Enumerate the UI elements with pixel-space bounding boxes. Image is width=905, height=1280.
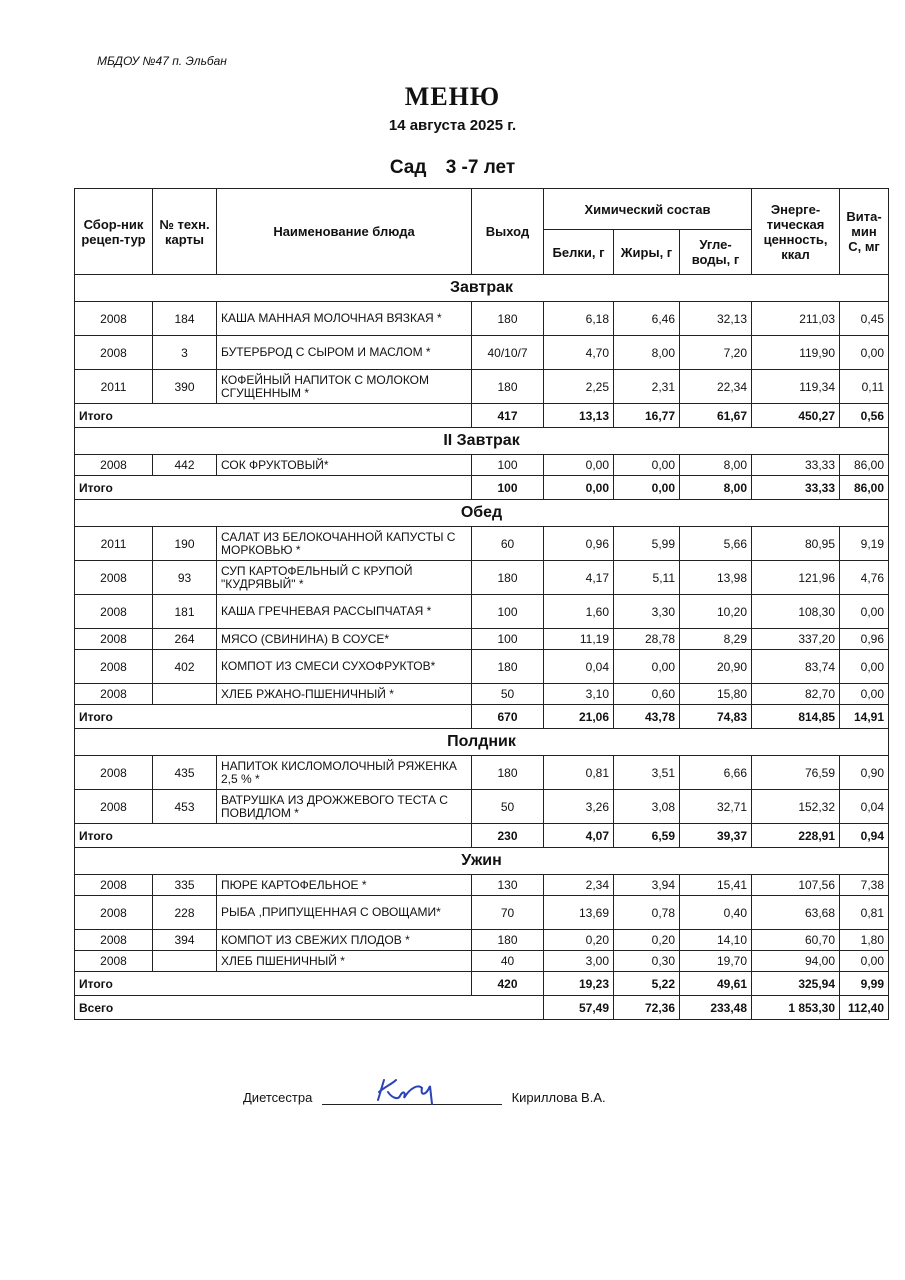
vitamin-value: 0,81 <box>840 896 889 930</box>
signature-block <box>243 1088 606 1105</box>
energy-value: 76,59 <box>752 756 840 790</box>
recipe-collection: 2008 <box>75 684 153 705</box>
table-row <box>75 595 889 629</box>
tech-card-number: 190 <box>153 527 217 561</box>
col-energy-header: Энерге-тическая ценность, ккал <box>752 189 840 275</box>
energy-value: 108,30 <box>752 595 840 629</box>
dish-output: 70 <box>472 896 544 930</box>
col-protein-header: Белки, г <box>544 230 614 275</box>
vitamin-value: 0,11 <box>840 370 889 404</box>
protein-value: 13,69 <box>544 896 614 930</box>
total-carbs: 49,61 <box>680 972 752 996</box>
energy-value: 82,70 <box>752 684 840 705</box>
total-label: Итого <box>75 476 472 500</box>
carbs-value: 15,41 <box>680 875 752 896</box>
total-fat: 6,59 <box>614 824 680 848</box>
protein-value: 2,25 <box>544 370 614 404</box>
age-group-range: 3 -7 лет <box>445 157 516 178</box>
section-title: Полдник <box>75 729 889 756</box>
energy-value: 121,96 <box>752 561 840 595</box>
dish-output: 180 <box>472 756 544 790</box>
total-protein: 13,13 <box>544 404 614 428</box>
table-row <box>75 790 889 824</box>
total-fat: 16,77 <box>614 404 680 428</box>
vitamin-value: 0,00 <box>840 951 889 972</box>
total-fat: 43,78 <box>614 705 680 729</box>
grand-total-fat: 72,36 <box>614 996 680 1020</box>
total-carbs: 61,67 <box>680 404 752 428</box>
total-fat: 0,00 <box>614 476 680 500</box>
energy-value: 211,03 <box>752 302 840 336</box>
carbs-value: 6,66 <box>680 756 752 790</box>
dish-name: КОФЕЙНЫЙ НАПИТОК С МОЛОКОМ СГУЩЕННЫМ * <box>217 370 472 404</box>
total-vitamin: 9,99 <box>840 972 889 996</box>
energy-value: 80,95 <box>752 527 840 561</box>
fat-value: 0,30 <box>614 951 680 972</box>
table-row <box>75 650 889 684</box>
tech-card-number: 394 <box>153 930 217 951</box>
dish-name: ХЛЕБ ПШЕНИЧНЫЙ * <box>217 951 472 972</box>
energy-value: 107,56 <box>752 875 840 896</box>
fat-value: 28,78 <box>614 629 680 650</box>
total-energy: 814,85 <box>752 705 840 729</box>
col-dish-header: Наименование блюда <box>217 189 472 275</box>
tech-card-number: 93 <box>153 561 217 595</box>
energy-value: 83,74 <box>752 650 840 684</box>
col-output-header: Выход <box>472 189 544 275</box>
dish-output: 40 <box>472 951 544 972</box>
protein-value: 6,18 <box>544 302 614 336</box>
recipe-collection: 2008 <box>75 896 153 930</box>
dish-output: 180 <box>472 370 544 404</box>
section-total-row <box>75 972 889 996</box>
dish-name: СОК ФРУКТОВЫЙ* <box>217 455 472 476</box>
recipe-collection: 2008 <box>75 629 153 650</box>
total-label: Итого <box>75 404 472 428</box>
protein-value: 1,60 <box>544 595 614 629</box>
fat-value: 5,11 <box>614 561 680 595</box>
protein-value: 0,81 <box>544 756 614 790</box>
tech-card-number: 390 <box>153 370 217 404</box>
tech-card-number: 181 <box>153 595 217 629</box>
section-title: Обед <box>75 500 889 527</box>
protein-value: 0,20 <box>544 930 614 951</box>
table-row <box>75 302 889 336</box>
tech-card-number: 453 <box>153 790 217 824</box>
dish-name: СУП КАРТОФЕЛЬНЫЙ С КРУПОЙ "КУДРЯВЫЙ" * <box>217 561 472 595</box>
fat-value: 3,94 <box>614 875 680 896</box>
recipe-collection: 2008 <box>75 650 153 684</box>
carbs-value: 5,66 <box>680 527 752 561</box>
vitamin-value: 1,80 <box>840 930 889 951</box>
fat-value: 0,78 <box>614 896 680 930</box>
menu-body <box>75 275 889 1020</box>
energy-value: 152,32 <box>752 790 840 824</box>
dish-output: 40/10/7 <box>472 336 544 370</box>
carbs-value: 32,71 <box>680 790 752 824</box>
vitamin-value: 0,04 <box>840 790 889 824</box>
energy-value: 119,90 <box>752 336 840 370</box>
vitamin-value: 0,90 <box>840 756 889 790</box>
energy-value: 94,00 <box>752 951 840 972</box>
protein-value: 4,17 <box>544 561 614 595</box>
energy-value: 337,20 <box>752 629 840 650</box>
total-vitamin: 0,94 <box>840 824 889 848</box>
total-energy: 450,27 <box>752 404 840 428</box>
protein-value: 3,10 <box>544 684 614 705</box>
section-title: Ужин <box>75 848 889 875</box>
recipe-collection: 2008 <box>75 930 153 951</box>
protein-value: 0,96 <box>544 527 614 561</box>
dish-output: 180 <box>472 561 544 595</box>
vitamin-value: 0,00 <box>840 650 889 684</box>
recipe-collection: 2011 <box>75 527 153 561</box>
grand-total-row <box>75 996 889 1020</box>
col-carbs-header: Угле-воды, г <box>680 230 752 275</box>
total-fat: 5,22 <box>614 972 680 996</box>
table-row <box>75 455 889 476</box>
handwritten-signature <box>370 1074 450 1106</box>
total-output: 670 <box>472 705 544 729</box>
total-output: 100 <box>472 476 544 500</box>
tech-card-number <box>153 951 217 972</box>
total-output: 420 <box>472 972 544 996</box>
total-protein: 19,23 <box>544 972 614 996</box>
dish-name: ВАТРУШКА ИЗ ДРОЖЖЕВОГО ТЕСТА С ПОВИДЛОМ * <box>217 790 472 824</box>
recipe-collection: 2011 <box>75 370 153 404</box>
total-energy: 228,91 <box>752 824 840 848</box>
fat-value: 5,99 <box>614 527 680 561</box>
recipe-collection: 2008 <box>75 875 153 896</box>
carbs-value: 0,40 <box>680 896 752 930</box>
signature-line <box>322 1088 502 1105</box>
section-total-row <box>75 824 889 848</box>
col-vitamin-header: Вита-мин С, мг <box>840 189 889 275</box>
vitamin-value: 0,96 <box>840 629 889 650</box>
protein-value: 11,19 <box>544 629 614 650</box>
dish-output: 100 <box>472 455 544 476</box>
vitamin-value: 0,45 <box>840 302 889 336</box>
recipe-collection: 2008 <box>75 336 153 370</box>
total-protein: 4,07 <box>544 824 614 848</box>
grand-total-carbs: 233,48 <box>680 996 752 1020</box>
carbs-value: 15,80 <box>680 684 752 705</box>
tech-card-number: 402 <box>153 650 217 684</box>
recipe-collection: 2008 <box>75 756 153 790</box>
dish-output: 60 <box>472 527 544 561</box>
fat-value: 0,20 <box>614 930 680 951</box>
dish-name: ХЛЕБ РЖАНО-ПШЕНИЧНЫЙ * <box>217 684 472 705</box>
fat-value: 3,08 <box>614 790 680 824</box>
fat-value: 2,31 <box>614 370 680 404</box>
dish-name: САЛАТ ИЗ БЕЛОКОЧАННОЙ КАПУСТЫ С МОРКОВЬЮ * <box>217 527 472 561</box>
vitamin-value: 9,19 <box>840 527 889 561</box>
total-label: Итого <box>75 705 472 729</box>
page-title: МЕНЮ <box>404 82 501 111</box>
carbs-value: 7,20 <box>680 336 752 370</box>
section-title: Завтрак <box>75 275 889 302</box>
col-chem-header: Химический состав <box>544 189 752 230</box>
dish-name: КОМПОТ ИЗ СМЕСИ СУХОФРУКТОВ* <box>217 650 472 684</box>
age-group-label: Сад <box>389 157 427 178</box>
section-total-row <box>75 705 889 729</box>
section-row <box>75 729 889 756</box>
signature-role: Диетсестра <box>243 1090 313 1105</box>
carbs-value: 22,34 <box>680 370 752 404</box>
section-total-row <box>75 476 889 500</box>
total-carbs: 8,00 <box>680 476 752 500</box>
tech-card-number <box>153 684 217 705</box>
carbs-value: 8,29 <box>680 629 752 650</box>
table-row <box>75 370 889 404</box>
fat-value: 3,51 <box>614 756 680 790</box>
vitamin-value: 86,00 <box>840 455 889 476</box>
age-group <box>0 157 905 179</box>
total-energy: 33,33 <box>752 476 840 500</box>
recipe-collection: 2008 <box>75 790 153 824</box>
protein-value: 0,00 <box>544 455 614 476</box>
total-output: 230 <box>472 824 544 848</box>
dish-output: 180 <box>472 302 544 336</box>
energy-value: 60,70 <box>752 930 840 951</box>
carbs-value: 8,00 <box>680 455 752 476</box>
tech-card-number: 184 <box>153 302 217 336</box>
dish-output: 100 <box>472 629 544 650</box>
protein-value: 2,34 <box>544 875 614 896</box>
table-row <box>75 896 889 930</box>
energy-value: 33,33 <box>752 455 840 476</box>
recipe-collection: 2008 <box>75 561 153 595</box>
vitamin-value: 0,00 <box>840 336 889 370</box>
recipe-collection: 2008 <box>75 302 153 336</box>
total-label: Итого <box>75 972 472 996</box>
carbs-value: 19,70 <box>680 951 752 972</box>
vitamin-value: 7,38 <box>840 875 889 896</box>
recipe-collection: 2008 <box>75 455 153 476</box>
energy-value: 63,68 <box>752 896 840 930</box>
dish-output: 50 <box>472 790 544 824</box>
carbs-value: 14,10 <box>680 930 752 951</box>
vitamin-value: 4,76 <box>840 561 889 595</box>
dish-output: 180 <box>472 930 544 951</box>
section-title: II Завтрак <box>75 428 889 455</box>
tech-card-number: 335 <box>153 875 217 896</box>
section-total-row <box>75 404 889 428</box>
carbs-value: 10,20 <box>680 595 752 629</box>
total-carbs: 74,83 <box>680 705 752 729</box>
grand-total-label: Всего <box>75 996 544 1020</box>
table-row <box>75 336 889 370</box>
total-label: Итого <box>75 824 472 848</box>
total-vitamin: 14,91 <box>840 705 889 729</box>
total-protein: 0,00 <box>544 476 614 500</box>
recipe-collection: 2008 <box>75 595 153 629</box>
protein-value: 3,26 <box>544 790 614 824</box>
col-fat-header: Жиры, г <box>614 230 680 275</box>
fat-value: 3,30 <box>614 595 680 629</box>
grand-total-protein: 57,49 <box>544 996 614 1020</box>
signature-name: Кириллова В.А. <box>511 1090 606 1105</box>
dish-output: 50 <box>472 684 544 705</box>
dish-output: 180 <box>472 650 544 684</box>
dish-name: ПЮРЕ КАРТОФЕЛЬНОЕ * <box>217 875 472 896</box>
menu-date: 14 августа 2025 г. <box>388 117 517 134</box>
dish-name: БУТЕРБРОД С СЫРОМ И МАСЛОМ * <box>217 336 472 370</box>
protein-value: 4,70 <box>544 336 614 370</box>
fat-value: 0,60 <box>614 684 680 705</box>
dish-name: КОМПОТ ИЗ СВЕЖИХ ПЛОДОВ * <box>217 930 472 951</box>
tech-card-number: 228 <box>153 896 217 930</box>
dish-name: МЯСО (СВИНИНА) В СОУСЕ* <box>217 629 472 650</box>
col-card-header: № техн. карты <box>153 189 217 275</box>
dish-name: НАПИТОК КИСЛОМОЛОЧНЫЙ РЯЖЕНКА 2,5 % * <box>217 756 472 790</box>
total-energy: 325,94 <box>752 972 840 996</box>
grand-total-vitamin: 112,40 <box>840 996 889 1020</box>
table-row <box>75 684 889 705</box>
dish-name: КАША МАННАЯ МОЛОЧНАЯ ВЯЗКАЯ * <box>217 302 472 336</box>
table-row <box>75 875 889 896</box>
total-vitamin: 86,00 <box>840 476 889 500</box>
table-row <box>75 756 889 790</box>
table-row <box>75 527 889 561</box>
grand-total-energy: 1 853,30 <box>752 996 840 1020</box>
tech-card-number: 3 <box>153 336 217 370</box>
tech-card-number: 264 <box>153 629 217 650</box>
dish-name: КАША ГРЕЧНЕВАЯ РАССЫПЧАТАЯ * <box>217 595 472 629</box>
carbs-value: 13,98 <box>680 561 752 595</box>
dish-name: РЫБА ,ПРИПУЩЕННАЯ С ОВОЩАМИ* <box>217 896 472 930</box>
protein-value: 0,04 <box>544 650 614 684</box>
vitamin-value: 0,00 <box>840 595 889 629</box>
table-row <box>75 951 889 972</box>
fat-value: 6,46 <box>614 302 680 336</box>
col-collection-header: Сбор-ник рецеп-тур <box>75 189 153 275</box>
fat-value: 0,00 <box>614 650 680 684</box>
section-row <box>75 500 889 527</box>
section-row <box>75 275 889 302</box>
fat-value: 0,00 <box>614 455 680 476</box>
energy-value: 119,34 <box>752 370 840 404</box>
section-row <box>75 428 889 455</box>
table-row <box>75 930 889 951</box>
total-output: 417 <box>472 404 544 428</box>
dish-output: 130 <box>472 875 544 896</box>
table-row <box>75 561 889 595</box>
table-row <box>75 629 889 650</box>
organization-name: МБДОУ №47 п. Эльбан <box>97 54 227 68</box>
carbs-value: 32,13 <box>680 302 752 336</box>
tech-card-number: 442 <box>153 455 217 476</box>
dish-output: 100 <box>472 595 544 629</box>
tech-card-number: 435 <box>153 756 217 790</box>
menu-table <box>74 188 889 1020</box>
total-carbs: 39,37 <box>680 824 752 848</box>
total-protein: 21,06 <box>544 705 614 729</box>
vitamin-value: 0,00 <box>840 684 889 705</box>
section-row <box>75 848 889 875</box>
protein-value: 3,00 <box>544 951 614 972</box>
fat-value: 8,00 <box>614 336 680 370</box>
total-vitamin: 0,56 <box>840 404 889 428</box>
carbs-value: 20,90 <box>680 650 752 684</box>
recipe-collection: 2008 <box>75 951 153 972</box>
